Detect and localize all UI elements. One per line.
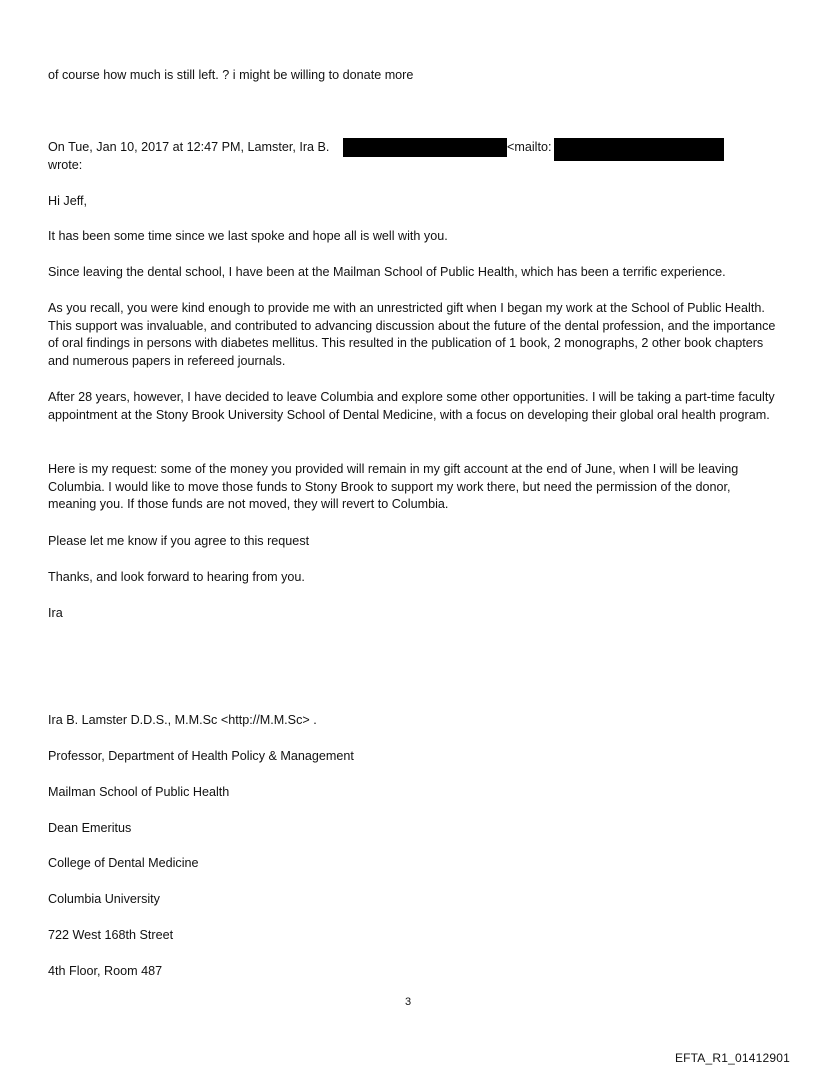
email-paragraph: Here is my request: some of the money you provided will remain in my gift account at the end of June, when I will be leaving Columbia. I would like to move those funds to Stony Brook to support my work there, but need the permission of the donor, meaning you. If those funds are not moved, they will revert to Columbia. <box>48 462 739 511</box>
signature-line: 722 West 168th Street <box>48 928 174 942</box>
signature-line: 4th Floor, Room 487 <box>48 964 163 978</box>
signature-line: Professor, Department of Health Policy & Management <box>48 749 354 763</box>
signature-line: Columbia University <box>48 892 160 906</box>
signature-line: Dean Emeritus <box>48 821 132 835</box>
email-paragraph: Since leaving the dental school, I have been at the Mailman School of Public Health, which has been a terrific experience. <box>48 265 726 279</box>
quote-header-mailto: <mailto: <box>507 140 552 154</box>
redaction-box <box>343 138 507 157</box>
signature-line: Mailman School of Public Health <box>48 785 230 799</box>
email-paragraph: Please let me know if you agree to this request <box>48 534 310 548</box>
redaction-box <box>554 138 724 161</box>
quote-header-prefix: On Tue, Jan 10, 2017 at 12:47 PM, Lamster, Ira B. <box>48 140 330 154</box>
email-paragraph: As you recall, you were kind enough to provide me with an unrestricted gift when I began my work at the School of Public Health. This support was invaluable, and contributed to advancing discussion about the future of the dental profession, and the importance of oral findings in persons with diabetes mellitus. This resulted in the publication of 1 book, 2 monographs, 2 other book chapters and numerous papers in refereed journals. <box>48 301 776 368</box>
email-paragraph: Thanks, and look forward to hearing from you. <box>48 570 305 584</box>
reply-text: of course how much is still left. ? i might be willing to donate more <box>48 68 414 82</box>
email-greeting: Hi Jeff, <box>48 194 87 208</box>
signature-line: College of Dental Medicine <box>48 856 199 870</box>
signature-line: Ira B. Lamster D.D.S., M.M.Sc <http://M.M.Sc> . <box>48 713 317 727</box>
bates-id: EFTA_R1_01412901 <box>674 1051 790 1065</box>
email-paragraph: After 28 years, however, I have decided to leave Columbia and explore some other opportunities. I will be taking a part-time faculty appointment at the Stony Brook University School of Dental Medicine, with a focus on developing their global oral health program. <box>48 390 775 422</box>
quote-header-wrote: wrote: <box>48 158 83 172</box>
email-signoff: Ira <box>48 606 63 620</box>
email-paragraph: It has been some time since we last spoke and hope all is well with you. <box>48 229 448 243</box>
page-number: 3 <box>404 996 412 1008</box>
